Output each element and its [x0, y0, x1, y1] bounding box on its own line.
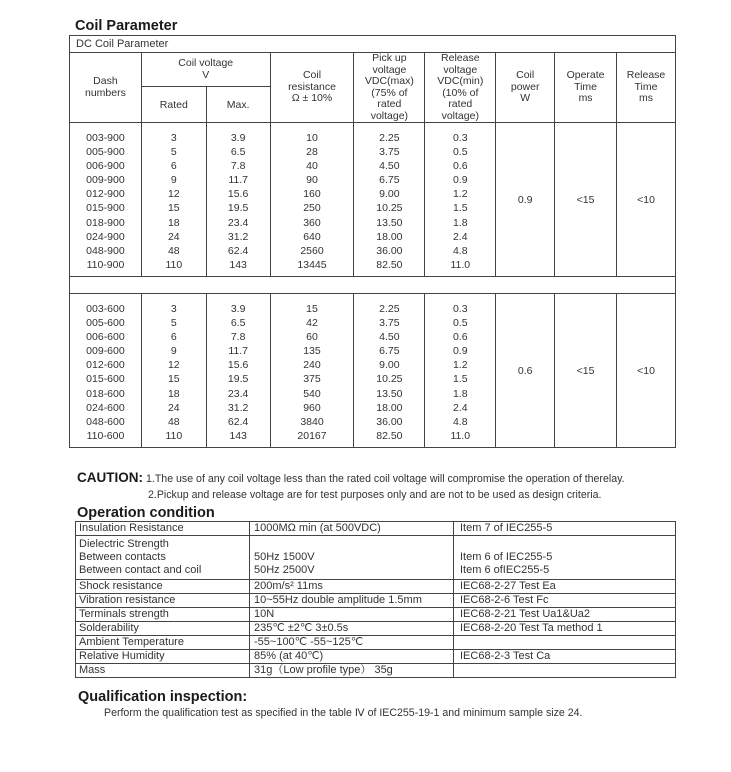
value-cell [250, 650, 454, 664]
header-line: Operate [566, 69, 605, 82]
header-line: voltage) [441, 109, 479, 122]
header-line: (75% of [371, 86, 408, 99]
cell-value: 2.4 [452, 401, 468, 414]
cell-value: 12 [167, 188, 180, 201]
cell-value: 20167 [297, 429, 327, 442]
cell-value: 15.6 [227, 359, 249, 372]
header-line: Time [634, 80, 658, 93]
value-cell [250, 664, 454, 678]
value-cell-line: 85% (at 40℃) [254, 650, 324, 662]
cell-value: 13445 [297, 258, 327, 271]
standard-cell-line: Item 6 ofIEC255-5 [460, 564, 550, 576]
coil-group-900 [70, 123, 676, 277]
cell-value: 3.9 [230, 303, 246, 315]
pickup-list [354, 294, 425, 448]
cell-value: 110 [165, 429, 183, 442]
cell-value: 0.9 [452, 345, 468, 358]
header-line: VDC(max) [364, 75, 414, 87]
parameter-cell [76, 664, 250, 678]
parameter-cell-line: Terminals strength [79, 608, 169, 620]
cell-value: 006-600 [86, 331, 125, 344]
cell-value: 11.0 [450, 258, 471, 271]
max-list [206, 294, 270, 448]
rated-list [141, 123, 206, 277]
rated-list [141, 294, 206, 448]
standard-cell-line: IEC68-2-6 Test Fc [460, 594, 549, 606]
operation-row [76, 622, 676, 636]
cell-value: 36.00 [376, 415, 403, 428]
qualification-text: Perform the qualification test as specified in the table Ⅳ of IEC255-19-1 and minimum sample size 24. [104, 707, 583, 719]
value-cell-line: 200m/s² 11ms [254, 580, 323, 592]
cell-value: 18 [167, 216, 180, 229]
parameter-cell [76, 636, 250, 650]
cell-value: 009-600 [86, 345, 125, 358]
dash-list [70, 123, 142, 277]
cell-value: 3 [170, 132, 177, 144]
header-line: Ω ± 10% [291, 92, 333, 105]
parameter-cell [76, 622, 250, 636]
cell-value: 82.50 [376, 258, 403, 271]
cell-value: 015-900 [86, 202, 125, 215]
parameter-cell [76, 608, 250, 622]
parameter-cell [76, 594, 250, 608]
qualification-title: Qualification inspection: [78, 689, 248, 705]
cell-value: 2.25 [379, 132, 400, 144]
cell-value: 18.00 [376, 230, 403, 243]
cell-value: 18 [167, 387, 180, 400]
parameter-cell [76, 522, 250, 536]
resistance-list [270, 294, 354, 448]
header-dash-numbers: Dash numbers [70, 53, 142, 123]
cell-value: 12 [167, 359, 180, 372]
standard-cell [454, 608, 676, 622]
operate-time-value: <15 [555, 123, 617, 277]
cell-value: 048-600 [86, 415, 125, 428]
header-line: Coil [302, 69, 322, 82]
max-list [206, 123, 270, 277]
standard-cell [454, 636, 676, 650]
value-cell-line: 31g（Low profile type） 35g [254, 664, 393, 676]
cell-value: 10.25 [376, 373, 403, 386]
cell-value: 6.5 [230, 146, 246, 159]
cell-value: 0.3 [452, 303, 468, 315]
header-line: Coil [516, 69, 535, 82]
caution-line-1: 1.The use of any coil voltage less than the rated coil voltage will compromise the operation of therelay. [146, 473, 625, 485]
cell-value: 1.8 [452, 387, 468, 400]
dash-list [70, 294, 142, 448]
standard-cell-line [460, 664, 675, 677]
cell-value: 005-600 [86, 317, 125, 330]
operation-row [76, 664, 676, 678]
coil-parameter-table [69, 35, 676, 448]
value-cell-line [254, 538, 453, 551]
value-cell [250, 522, 454, 536]
cell-value: 0.9 [452, 174, 468, 187]
cell-value: 006-900 [86, 160, 125, 173]
operation-row [76, 536, 676, 580]
header-max: Max. [206, 87, 270, 123]
header-operate-time [555, 53, 617, 123]
cell-value: 31.2 [227, 230, 249, 243]
cell-value: 540 [303, 387, 321, 400]
cell-value: 0.6 [452, 160, 468, 173]
cell-value: 13.50 [376, 216, 403, 229]
cell-value: 7.8 [230, 160, 246, 173]
cell-value: 2.4 [452, 230, 468, 243]
coil-power-value: 0.9 [496, 123, 555, 277]
cell-value: 0.3 [452, 132, 468, 144]
cell-value: 4.8 [452, 244, 468, 257]
header-line: VDC(min) [437, 75, 484, 87]
cell-value: 11.0 [450, 429, 471, 442]
header-rated: Rated [141, 87, 206, 123]
cell-value: 018-600 [86, 387, 125, 400]
cell-value: 1.8 [452, 216, 468, 229]
cell-value: 7.8 [230, 331, 246, 344]
value-cell [250, 636, 454, 650]
caution-line-2: 2.Pickup and release voltage are for test purposes only and are not to be used as design criteria. [148, 489, 602, 501]
header-coil-resistance [270, 53, 354, 123]
cell-value: 4.50 [379, 331, 400, 344]
value-cell [250, 594, 454, 608]
standard-cell [454, 522, 676, 536]
header-coil-voltage: Coil voltage V [141, 53, 270, 87]
pickup-list [354, 123, 425, 277]
header-line: rated [377, 98, 402, 110]
cell-value: 110-600 [86, 429, 125, 442]
cell-value: 2560 [300, 244, 324, 257]
standard-cell-line: IEC68-2-20 Test Ta method 1 [460, 622, 603, 634]
release-list [425, 123, 496, 277]
value-cell-line: 10N [254, 608, 275, 620]
coil-power-value: 0.6 [496, 294, 555, 448]
value-cell-line: 235℃ ±2℃ 3±0.5s [254, 622, 349, 634]
standard-cell-line: Item 6 of IEC255-5 [460, 551, 553, 563]
cell-value: 10.25 [376, 202, 403, 215]
parameter-cell-line: Between contact and coil [79, 564, 202, 576]
value-cell [250, 580, 454, 594]
cell-value: 2.25 [379, 303, 400, 315]
cell-value: 9 [170, 174, 177, 187]
operation-row [76, 636, 676, 650]
cell-value: 110-900 [86, 258, 125, 271]
parameter-cell-line: Between contacts [79, 551, 166, 563]
cell-value: 003-600 [86, 303, 125, 315]
header-line: voltage) [370, 109, 409, 122]
header-line: W [520, 92, 531, 105]
header-line: resistance [288, 80, 336, 93]
cell-value: 005-900 [86, 146, 125, 159]
cell-value: 3.9 [230, 132, 246, 144]
cell-value: 40 [306, 160, 318, 173]
header-line: Time [574, 80, 598, 93]
cell-value: 36.00 [376, 244, 403, 257]
cell-value: 640 [303, 230, 321, 243]
cell-value: 23.4 [227, 216, 249, 229]
cell-value: 135 [303, 345, 321, 358]
value-cell [250, 536, 454, 580]
parameter-cell [76, 536, 250, 580]
cell-value: 6.75 [379, 345, 400, 358]
standard-cell [454, 622, 676, 636]
cell-value: 3840 [300, 415, 324, 428]
cell-value: 82.50 [376, 429, 403, 442]
value-cell [250, 622, 454, 636]
header-release-time [617, 53, 676, 123]
standard-cell-line [460, 636, 675, 649]
header-line: (10% of [442, 86, 479, 99]
cell-value: 62.4 [227, 244, 249, 257]
cell-value: 0.5 [452, 146, 468, 159]
cell-value: 5 [170, 317, 177, 330]
standard-cell-line: Item 7 of IEC255-5 [460, 522, 553, 534]
operation-condition-table [75, 521, 676, 678]
parameter-cell-line: Insulation Resistance [79, 522, 184, 534]
standard-cell-line [460, 538, 675, 551]
cell-value: 15 [306, 303, 318, 315]
header-line: Pick up [372, 52, 407, 64]
header-line: Release [626, 69, 666, 82]
value-cell [250, 608, 454, 622]
operation-row [76, 522, 676, 536]
cell-value: 143 [229, 429, 247, 442]
value-cell-line: 10~55Hz double amplitude 1.5mm [254, 594, 422, 606]
standard-cell-line: IEC68-2-27 Test Ea [460, 580, 556, 592]
cell-value: 15 [167, 202, 180, 215]
cell-value: 048-900 [86, 244, 125, 257]
cell-value: 19.5 [227, 373, 249, 386]
cell-value: 11.7 [228, 174, 248, 187]
parameter-cell-line: Ambient Temperature [79, 636, 184, 648]
standard-cell [454, 536, 676, 580]
cell-value: 6 [170, 160, 177, 173]
header-line: Release [441, 52, 480, 64]
standard-cell [454, 664, 676, 678]
cell-value: 15.6 [227, 188, 249, 201]
header-line: ms [639, 92, 653, 105]
cell-value: 1.2 [452, 359, 468, 372]
operation-row [76, 650, 676, 664]
cell-value: 6.5 [230, 317, 246, 330]
cell-value: 48 [167, 244, 180, 257]
value-cell-line: -55~100℃ -55~125℃ [254, 636, 364, 648]
operation-condition-title: Operation condition [77, 505, 215, 521]
cell-value: 11.7 [228, 345, 248, 358]
header-coil-power [496, 53, 555, 123]
cell-value: 31.2 [227, 401, 249, 414]
cell-value: 1.2 [452, 188, 468, 201]
cell-value: 3.75 [379, 317, 400, 330]
cell-value: 28 [306, 146, 318, 159]
header-line: rated [448, 98, 473, 110]
operation-row [76, 594, 676, 608]
parameter-cell-line: Vibration resistance [79, 594, 176, 606]
parameter-cell-line: Shock resistance [79, 580, 163, 592]
standard-cell-line: IEC68-2-21 Test Ua1&Ua2 [460, 608, 591, 620]
cell-value: 015-600 [86, 373, 125, 386]
cell-value: 009-900 [86, 174, 125, 187]
caution-block [77, 470, 625, 503]
cell-value: 360 [303, 216, 321, 229]
parameter-cell-line: Mass [79, 664, 106, 676]
cell-value: 0.5 [452, 317, 468, 330]
header-line: ms [578, 92, 593, 105]
cell-value: 4.50 [379, 160, 400, 173]
cell-value: 1.5 [452, 202, 468, 215]
operation-row [76, 580, 676, 594]
cell-value: 62.4 [227, 415, 249, 428]
release-time-value: <10 [617, 294, 676, 448]
cell-value: 3.75 [379, 146, 400, 159]
cell-value: 024-900 [86, 230, 125, 243]
cell-value: 1.5 [452, 373, 468, 386]
standard-cell [454, 594, 676, 608]
cell-value: 9.00 [379, 359, 400, 372]
cell-value: 42 [306, 317, 318, 330]
cell-value: 6 [170, 331, 177, 344]
header-pickup-voltage [354, 53, 425, 123]
cell-value: 012-600 [86, 359, 125, 372]
resistance-list [270, 123, 354, 277]
header-release-voltage [425, 53, 496, 123]
cell-value: 24 [167, 230, 180, 243]
value-cell-line: 50Hz 2500V [254, 564, 315, 576]
standard-cell [454, 580, 676, 594]
parameter-cell [76, 580, 250, 594]
cell-value: 24 [167, 401, 180, 414]
value-cell-line: 1000MΩ min (at 500VDC) [254, 522, 381, 534]
cell-value: 23.4 [227, 387, 249, 400]
dc-coil-parameter-caption: DC Coil Parameter [70, 36, 676, 53]
cell-value: 5 [170, 146, 177, 159]
parameter-cell-line: Dielectric Strength [79, 538, 169, 550]
cell-value: 18.00 [376, 401, 403, 414]
parameter-cell [76, 650, 250, 664]
cell-value: 143 [229, 258, 247, 271]
release-list [425, 294, 496, 448]
operation-row [76, 608, 676, 622]
header-line: voltage [372, 63, 407, 76]
header-line: power [510, 80, 540, 93]
cell-value: 9.00 [379, 188, 400, 201]
value-cell-line: 50Hz 1500V [254, 551, 315, 563]
cell-value: 960 [303, 401, 321, 414]
cell-value: 240 [303, 359, 321, 372]
cell-value: 13.50 [376, 387, 403, 400]
standard-cell-line: IEC68-2-3 Test Ca [460, 650, 551, 662]
coil-group-600 [70, 294, 676, 448]
cell-value: 9 [170, 345, 177, 358]
coil-parameter-title: Coil Parameter [75, 18, 178, 34]
cell-value: 90 [306, 174, 318, 187]
cell-value: 6.75 [379, 174, 400, 187]
cell-value: 15 [167, 373, 180, 386]
release-time-value: <10 [617, 123, 676, 277]
cell-value: 110 [165, 258, 183, 271]
cell-value: 3 [170, 303, 177, 315]
cell-value: 160 [303, 188, 321, 201]
cell-value: 10 [306, 132, 318, 144]
cell-value: 0.6 [452, 331, 468, 344]
caution-label: CAUTION: [77, 470, 143, 485]
cell-value: 003-900 [86, 132, 125, 144]
parameter-cell-line: Relative Humidity [79, 650, 165, 662]
cell-value: 4.8 [452, 415, 468, 428]
cell-value: 375 [303, 373, 321, 386]
header-line: voltage [443, 63, 478, 76]
cell-value: 19.5 [227, 202, 249, 215]
cell-value: 48 [167, 415, 180, 428]
parameter-cell-line: Solderability [79, 622, 139, 634]
cell-value: 012-900 [86, 188, 125, 201]
cell-value: 024-600 [86, 401, 125, 414]
standard-cell [454, 650, 676, 664]
operate-time-value: <15 [555, 294, 617, 448]
cell-value: 60 [306, 331, 318, 344]
cell-value: 250 [303, 202, 321, 215]
group-separator [70, 277, 676, 294]
cell-value: 018-900 [86, 216, 125, 229]
